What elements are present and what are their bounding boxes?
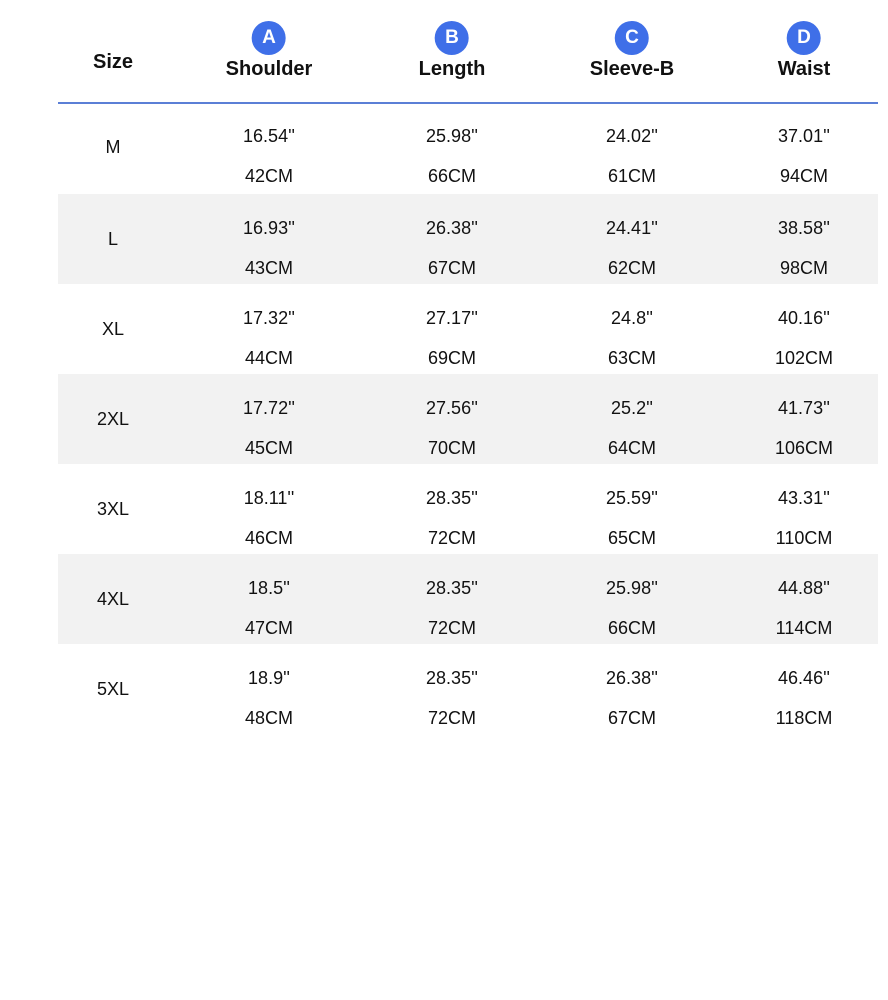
table-row: [58, 644, 878, 734]
length-cm-cell: 72CM: [427, 528, 477, 548]
waist-badge: D: [787, 21, 821, 55]
waist-column-header: [778, 0, 831, 102]
sleeve-cm-cell: 61CM: [607, 166, 657, 186]
length-inch-cell: 28.35'': [426, 578, 478, 598]
sleeve-cm-cell: 63CM: [607, 348, 657, 368]
shoulder-badge: A: [252, 21, 286, 55]
sleeve-header-label: Sleeve-B: [589, 58, 675, 80]
table-row: [58, 554, 878, 644]
sleeve-inch-cell: 25.59'': [606, 488, 658, 508]
size-column-header: [93, 0, 133, 102]
length-cm-cell: 66CM: [427, 166, 477, 186]
size-cell: XL: [101, 319, 125, 339]
size-cell: 3XL: [96, 499, 130, 519]
waist-inch-cell: 44.88'': [778, 578, 830, 598]
waist-inch-cell: 38.58'': [778, 218, 830, 238]
size-header-label: Size: [92, 51, 134, 73]
length-inch-cell: 26.38'': [426, 218, 478, 238]
waist-cm-cell: 98CM: [779, 258, 829, 278]
size-cell: 5XL: [96, 679, 130, 699]
table-row: [58, 194, 878, 284]
sleeve-cm-cell: 65CM: [607, 528, 657, 548]
sleeve-inch-cell: 24.02'': [606, 126, 658, 146]
sleeve-column-header: [590, 0, 675, 102]
sleeve-cm-cell: 62CM: [607, 258, 657, 278]
size-cell: 4XL: [96, 589, 130, 609]
shoulder-inch-cell: 16.93'': [243, 218, 295, 238]
table-row: [58, 104, 878, 194]
length-cm-cell: 67CM: [427, 258, 477, 278]
waist-inch-cell: 43.31'': [778, 488, 830, 508]
size-cell: 2XL: [96, 409, 130, 429]
waist-cm-cell: 106CM: [774, 438, 834, 458]
shoulder-header-label: Shoulder: [225, 58, 313, 80]
sleeve-cm-cell: 66CM: [607, 618, 657, 638]
shoulder-cm-cell: 44CM: [244, 348, 294, 368]
length-inch-cell: 27.56'': [426, 398, 478, 418]
sleeve-cm-cell: 64CM: [607, 438, 657, 458]
waist-cm-cell: 114CM: [775, 618, 833, 638]
waist-cm-cell: 94CM: [779, 166, 829, 186]
waist-cm-cell: 118CM: [775, 708, 833, 728]
shoulder-inch-cell: 18.9'': [248, 668, 290, 688]
shoulder-column-header: [226, 0, 313, 102]
length-badge: B: [435, 21, 469, 55]
shoulder-inch-cell: 17.32'': [243, 308, 295, 328]
length-cm-cell: 70CM: [427, 438, 477, 458]
length-column-header: [419, 0, 486, 102]
size-chart-header: [58, 0, 878, 104]
waist-header-label: Waist: [777, 58, 831, 80]
length-inch-cell: 28.35'': [426, 488, 478, 508]
shoulder-inch-cell: 16.54'': [243, 126, 295, 146]
length-header-label: Length: [418, 58, 486, 80]
waist-cm-cell: 102CM: [774, 348, 834, 368]
shoulder-cm-cell: 45CM: [244, 438, 294, 458]
sleeve-inch-cell: 24.41'': [606, 218, 658, 238]
waist-inch-cell: 46.46'': [778, 668, 830, 688]
shoulder-cm-cell: 42CM: [244, 166, 294, 186]
length-inch-cell: 25.98'': [426, 126, 478, 146]
size-cell: L: [107, 229, 119, 249]
sleeve-inch-cell: 26.38'': [606, 668, 658, 688]
shoulder-inch-cell: 17.72'': [243, 398, 295, 418]
table-row: [58, 284, 878, 374]
waist-inch-cell: 37.01'': [778, 126, 830, 146]
length-cm-cell: 69CM: [427, 348, 477, 368]
sleeve-badge: C: [615, 21, 649, 55]
shoulder-inch-cell: 18.5'': [248, 578, 290, 598]
sleeve-inch-cell: 24.8'': [611, 308, 653, 328]
sleeve-inch-cell: 25.2'': [611, 398, 653, 418]
length-inch-cell: 28.35'': [426, 668, 478, 688]
length-inch-cell: 27.17'': [426, 308, 478, 328]
length-cm-cell: 72CM: [427, 618, 477, 638]
sleeve-inch-cell: 25.98'': [606, 578, 658, 598]
size-cell: M: [105, 137, 121, 157]
table-row: [58, 464, 878, 554]
size-chart: [58, 0, 878, 734]
shoulder-cm-cell: 47CM: [244, 618, 294, 638]
size-chart-rows: [58, 104, 878, 734]
table-row: [58, 374, 878, 464]
length-cm-cell: 72CM: [427, 708, 477, 728]
waist-cm-cell: 110CM: [775, 528, 833, 548]
shoulder-cm-cell: 46CM: [244, 528, 294, 548]
shoulder-inch-cell: 18.11'': [243, 488, 295, 508]
sleeve-cm-cell: 67CM: [607, 708, 657, 728]
shoulder-cm-cell: 43CM: [244, 258, 294, 278]
waist-inch-cell: 41.73'': [778, 398, 830, 418]
waist-inch-cell: 40.16'': [778, 308, 830, 328]
shoulder-cm-cell: 48CM: [244, 708, 294, 728]
